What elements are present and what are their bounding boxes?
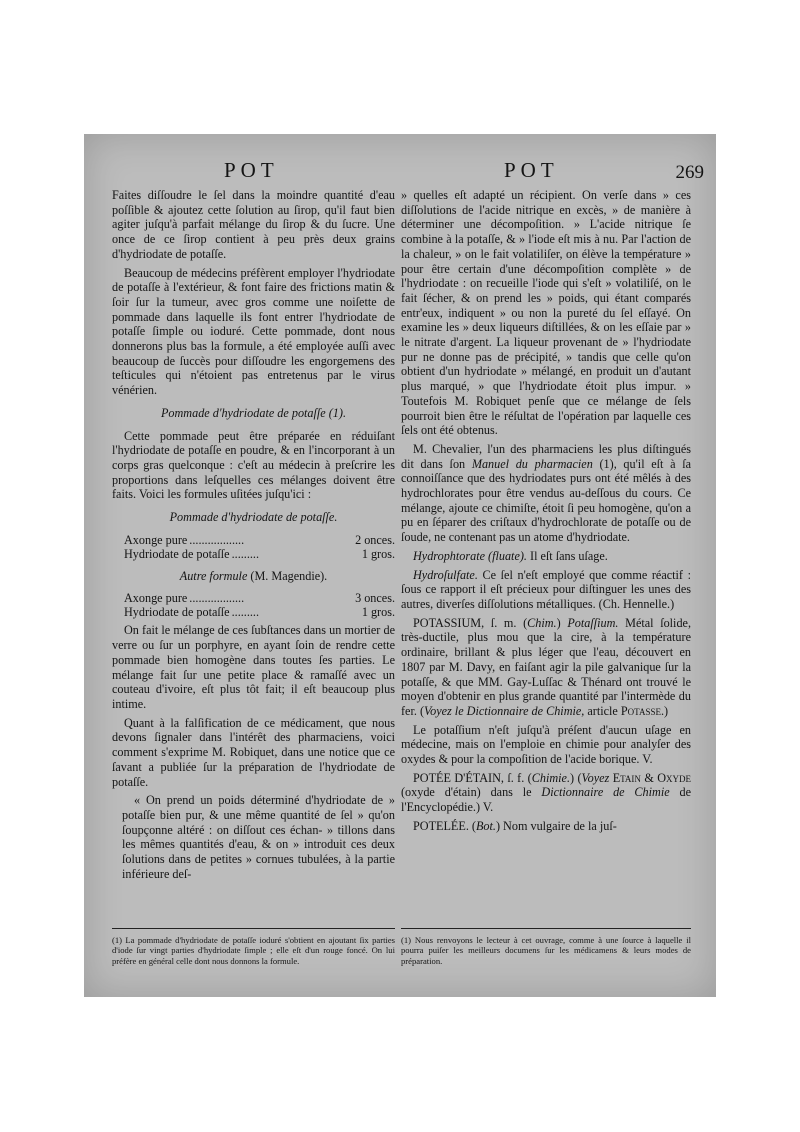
running-title-right: POT: [504, 158, 559, 182]
entry-headword: POTÉE D'ÉTAIN: [413, 770, 501, 785]
leader-dots: ..................: [189, 532, 245, 547]
paragraph: [401, 442, 691, 545]
paragraph: On fait le mélange de ces ſubſtances dans un mortier de verre ou ſur un porphyre, en ayant ſoin de rendre cette pommade bien homogène dans toutes ſes parties. Le mélange fait ſur une petite place & ramaſſé avec un couteau d'ivoire, eſt plus tôt fait; il eſt beaucoup plus intime.: [112, 623, 395, 711]
section-heading: Pommade d'hydriodate de potaſſe (1).: [160, 405, 347, 420]
recipe-row: [124, 533, 395, 547]
quotation: » quelles eſt adapté un récipient. On verſe dans » ces diſſolutions de l'acide nitrique en excès, » de manière à déterminer une décompoſition. » L'acide nitrique ſe combine à la potaſſe, & » l'iode eſt mis à nu. Par l'action de la chaleur, » on le fait volatiliſer, on élève la température » pour être certain d'une décompoſition complète » de l'hydriodate : on recueille l'iode qui s'eſt » volatiliſé, on le fait ſécher, & on prend les » poids, qui étant comparés entr'eux, indiquent » ou non la pureté du ſel eſſayé. On examine les » deux liqueurs diſtillées, & on les eſſaie par » le nitrate d'argent. La liqueur provenant de » l'hydriodate pur ne donne pas de précipité, » tandis que celle qu'on obtient d'un hydriodate » mélangé, en produit un d'autant plus marqué, » que l'hydriodate étoit plus impur. » Toutefois M. Robiquet penſe que ce mélange de ſels pourroit bien être le réſultat de l'opération par laquelle ces ſels ont été obtenus.: [401, 188, 691, 438]
text-run: de l'Encyclopédie.) V.: [401, 785, 691, 815]
running-title-left: POT: [224, 158, 279, 182]
text-run: Chimie.: [531, 770, 571, 785]
recipe-row: [124, 605, 395, 619]
text-run: ): [556, 615, 568, 630]
recipe-row: [124, 591, 395, 605]
ingredient-name: Hydriodate de potaſſe: [124, 605, 230, 620]
text-run: Bot.: [475, 818, 496, 833]
text-columns: [112, 188, 704, 968]
cross-reference-term: Etain & Oxyde: [612, 770, 692, 785]
recipe-list: [124, 533, 395, 561]
text-run: ) (: [570, 770, 582, 785]
leader-dots: .........: [231, 605, 260, 620]
text-run: , ſ. m. (: [481, 615, 528, 630]
paragraph: [401, 568, 691, 612]
paragraph: Le potaſſium n'eſt juſqu'à préſent d'aucun uſage en médecine, mais on l'emploie en chimie pour analyſer des oxydes & pour la compoſition de l'acide borique. V.: [401, 722, 691, 767]
entry-term: Hydrophtorate (fluate).: [413, 548, 527, 563]
book-title: Manuel du pharmacien: [471, 456, 593, 471]
recipe-row: [124, 547, 395, 561]
text-run: M. Chevalier, l'un des pharmaciens les plus diſtingués dit dans ſon: [401, 441, 691, 471]
formula-heading-author: (M. Magendie).: [247, 568, 328, 583]
text-run: Chim.: [527, 615, 557, 630]
entry-headword: POTASSIUM: [413, 615, 482, 630]
leader-dots: .........: [231, 546, 260, 561]
entry-term: Hydroſulfate.: [413, 567, 478, 582]
dictionary-entry: [401, 616, 691, 719]
paragraph: [401, 549, 691, 564]
recipe-list: [124, 591, 395, 619]
text-run: (1), qu'il eſt à ſa connoiſſance que des hydriodates purs ont été mêlés à des hydrochlorates pour être vendus au-deſſous du cours. Ce mélange, ajoute ce chimiſte, étoit ſi peu homogène, qu'on a pu en ſéparer des criſtaux d'hydrochlorate de potaſſe ou de ſoude, ne contenant pas un atome d'hydriodate.: [401, 456, 691, 545]
footnote-right: (1) Nous renvoyons le lecteur à cet ouvrage, comme à une ſource à laquelle il pourra puiſer les meilleurs documens ſur les médicamens & leurs modes de préparation.: [401, 928, 691, 966]
ingredient-name: Axonge pure: [124, 591, 188, 606]
paragraph: Beaucoup de médecins préfèrent employer l'hydriodate de potaſſe à l'extérieur, & font faire des frictions matin & ſoir ſur la tumeur, avec gros comme une noiſette de pommade dans laquelle ils font entrer l'hydriodate de potaſſe ſimple ou ioduré. Cette pommade, dont nous donnerons plus bas la formule, a été employée auſſi avec beaucoup de ſuccès pour diſſoudre les engorgemens des teſticules qui n'étoient pas entretenus par le virus vénérien.: [112, 265, 395, 398]
formula-heading: [112, 569, 395, 584]
right-column: [401, 188, 691, 838]
text-run: . (: [465, 818, 476, 833]
text-run: (oxyde d'étain) dans le: [401, 785, 542, 800]
page-content: [112, 156, 704, 987]
left-column: [112, 188, 395, 885]
paragraph: Faites diſſoudre le ſel dans la moindre quantité d'eau poſſible & ajoutez cette ſolution au ſirop, qu'il faut bien agiter juſqu'à parfait mélange du ſirop & du ſucre. Une once de ce ſirop contient à peu près deux grains d'hydriodate de potaſſe.: [112, 188, 395, 261]
paragraph: Quant à la falſification de ce médicament, que nous devons ſignaler dans l'intérêt des pharmaciens, voici comment s'exprime M. Robiquet, dans une notice que ce ſavant a publiée ſur la préparation de l'hydriodate de potaſſe.: [112, 715, 395, 789]
paragraph: Cette pommade peut être préparée en réduiſant l'hydriodate de potaſſe en poudre, & en l'incorporant à un corps gras quelconque : c'eſt au médecin à preſcrire les proportions dans leſquelles ces mélanges doivent être faits. Voici les formules uſitées juſqu'ici :: [112, 428, 395, 502]
text-run: Ce ſel n'eſt employé que comme réactif : ſous ce rapport il eſt précieux pour diſtinguer les unes des autres, diverſes diſſolutions métalliques. (Ch. Hennelle.): [401, 567, 691, 611]
text-run: , ſ. f. (: [500, 770, 532, 785]
cross-reference: Voyez le Dictionnaire de Chimie,: [424, 703, 585, 718]
leader-dots: ..................: [189, 591, 245, 606]
ingredient-name: Hydriodate de potaſſe: [124, 546, 230, 561]
text-run: .): [660, 703, 669, 718]
text-run: Dictionnaire de Chimie: [541, 785, 670, 800]
formula-heading-italic: Autre formule: [179, 568, 248, 583]
cross-reference: Voyez: [581, 770, 610, 785]
ingredient-name: Axonge pure: [124, 532, 188, 547]
footnote-left: (1) La pommade d'hydriodate de potaſſe ioduré s'obtient en ajoutant ſix parties d'iode ſur vingt parties d'hydriodate ſimple ; elle eſt d'un rouge foncé. On lui préfère en général celle dont nous donnons la formule.: [112, 928, 395, 966]
ingredient-amount: 1 gros.: [361, 546, 395, 561]
text-run: ) Nom vulgaire de la juſ-: [495, 818, 617, 833]
running-header: [112, 156, 704, 188]
page-number: 269: [675, 162, 704, 183]
text-run: article: [584, 703, 621, 718]
text-run: Métal ſolide, très-ductile, plus mou que la cire, à la température ordinaire, brillant & plus léger que l'eau, découvert en 1807 par M. Davy, en faiſant agir la pile galvanique ſur la potaſſe, & que MM. Gay-Luſſac & Thénard ont trouvé le moyen d'obtenir en plus grande quantité par l'intermède du fer. (: [401, 615, 691, 718]
ingredient-amount: 2 onces.: [355, 532, 395, 547]
entry-headword: POTELÉE: [413, 818, 466, 833]
cross-reference-term: Potasse: [620, 703, 661, 718]
ingredient-amount: 3 onces.: [355, 591, 395, 606]
dictionary-entry: [401, 771, 691, 815]
text-run: Potaſſium.: [567, 615, 619, 630]
quotation: « On prend un poids déterminé d'hydriodate de » potaſſe bien pur, & une même quantité de ſel » qu'on ſoupçonne altéré : on diſſout ces échan- » tillons dans les mêmes quantités d'eau, & on » introduit ces deux ſolutions dans de petites » cornues tubulées, à la partie inférieure deſ-: [122, 793, 395, 881]
text-run: Il eſt ſans uſage.: [526, 548, 608, 563]
formula-heading: Pommade d'hydriodate de potaſſe.: [169, 510, 338, 525]
ingredient-amount: 1 gros.: [361, 605, 395, 620]
dictionary-entry: [401, 819, 691, 834]
scanned-page: [84, 134, 716, 997]
